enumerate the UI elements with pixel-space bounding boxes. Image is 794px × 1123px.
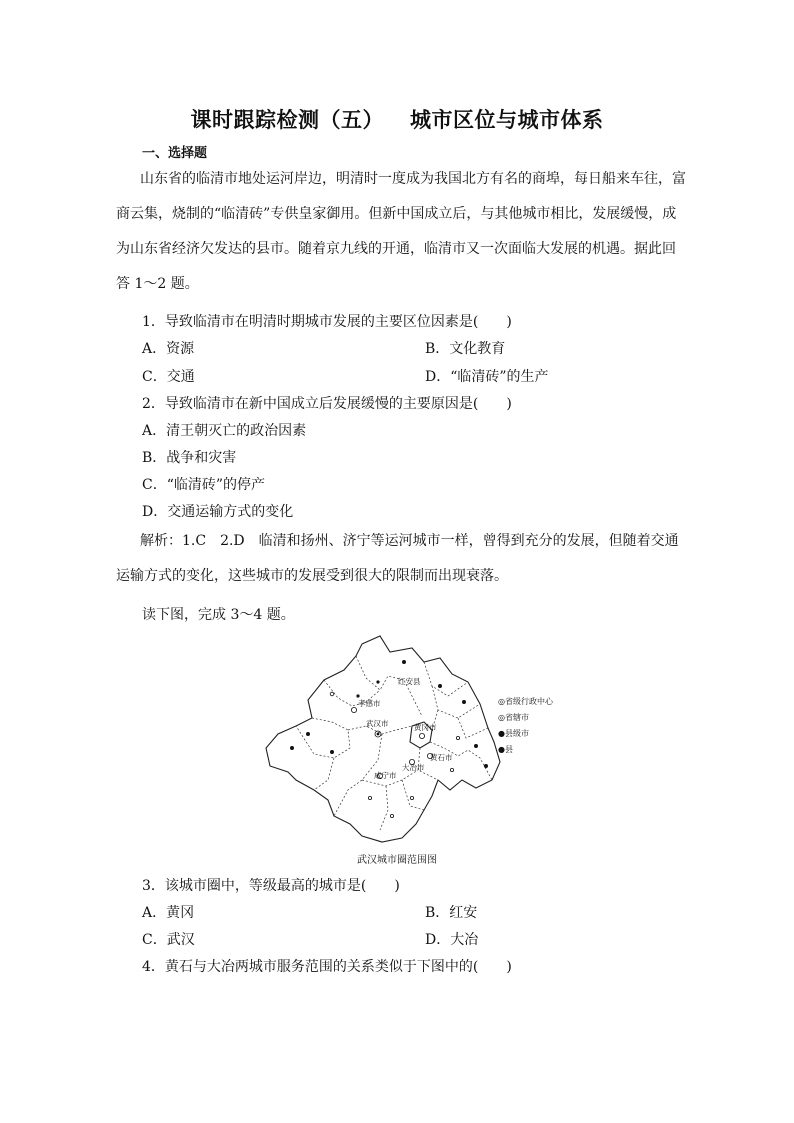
label-xiaogan: 孝感市 xyxy=(358,699,381,708)
q3-option-c: C．武汉 xyxy=(142,932,195,948)
analysis-paragraph xyxy=(116,524,686,594)
label-huangshi: 黄石市 xyxy=(430,753,453,762)
q2-option-a: A．清王朝灭亡的政治因素 xyxy=(142,423,307,439)
q3-option-d: D．大冶 xyxy=(425,932,479,948)
q3-option-a: A．黄冈 xyxy=(142,905,195,921)
intro-paragraph xyxy=(116,162,686,302)
read-instruction: 读下图，完成 3～4 题。 xyxy=(142,607,295,623)
map-caption: 武汉城市圈范围图 xyxy=(357,855,437,866)
label-huanggang: 黄冈市 xyxy=(414,723,437,732)
section-heading: 一、选择题 xyxy=(142,146,208,161)
q4-stem: 4．黄石与大冶两城市服务范围的关系类似于下图中的( ) xyxy=(142,959,512,975)
q2-option-c: C．“临清砖”的停产 xyxy=(142,477,266,493)
map-legend xyxy=(498,694,553,758)
legend-provincial-center: ◎省级行政中心 xyxy=(498,697,553,706)
q1-option-a: A．资源 xyxy=(142,341,195,357)
label-xianning: 咸宁市 xyxy=(374,771,397,780)
title-topic: 城市区位与城市体系 xyxy=(410,107,604,132)
page-title xyxy=(0,104,794,134)
intro-text: 山东省的临清市地处运河岸边，明清时一度成为我国北方有名的商埠，每日船来车往，富商云集，烧制的“临清砖”专供皇家御用。但新中国成立后，与其他城市相比，发展缓慢，成为山东省经济欠发达的县市。随着京九线的开通，临清市又一次面临大发展的机遇。据此回答 1～2 题。 xyxy=(116,171,686,292)
title-main: 课时跟踪检测（五） xyxy=(190,107,384,132)
district-boundaries xyxy=(296,656,492,830)
q2-option-b: B．战争和灾害 xyxy=(142,450,237,466)
map-outline xyxy=(266,636,500,842)
legend-county-city: ●县级市 xyxy=(498,729,529,738)
q2-stem: 2．导致临清市在新中国成立后发展缓慢的主要原因是( ) xyxy=(142,396,512,412)
county-markers xyxy=(290,660,488,768)
analysis-text: 解析：1.C 2.D 临清和扬州、济宁等运河城市一样，曾得到充分的发展，但随着交通运输方式的变化，这些城市的发展受到很大的限制而出现衰落。 xyxy=(116,533,679,584)
q3-stem: 3．该城市圈中，等级最高的城市是( ) xyxy=(142,878,400,894)
q1-option-d: D．“临清砖”的生产 xyxy=(425,369,549,385)
q1-stem: 1．导致临清市在明清时期城市发展的主要区位因素是( ) xyxy=(142,314,512,330)
q1-option-c: C．交通 xyxy=(142,369,195,385)
legend-county: ●县 xyxy=(498,745,513,754)
label-hongan: 红安县 xyxy=(398,677,421,686)
label-daye: 大冶市 xyxy=(402,763,425,772)
q2-option-d: D．交通运输方式的变化 xyxy=(142,504,294,520)
q1-option-b: B．文化教育 xyxy=(425,341,506,357)
label-wuhan: 武汉市 xyxy=(366,719,389,728)
q3-option-b: B．红安 xyxy=(425,905,478,921)
legend-prefecture-city: ◎省辖市 xyxy=(498,713,529,722)
